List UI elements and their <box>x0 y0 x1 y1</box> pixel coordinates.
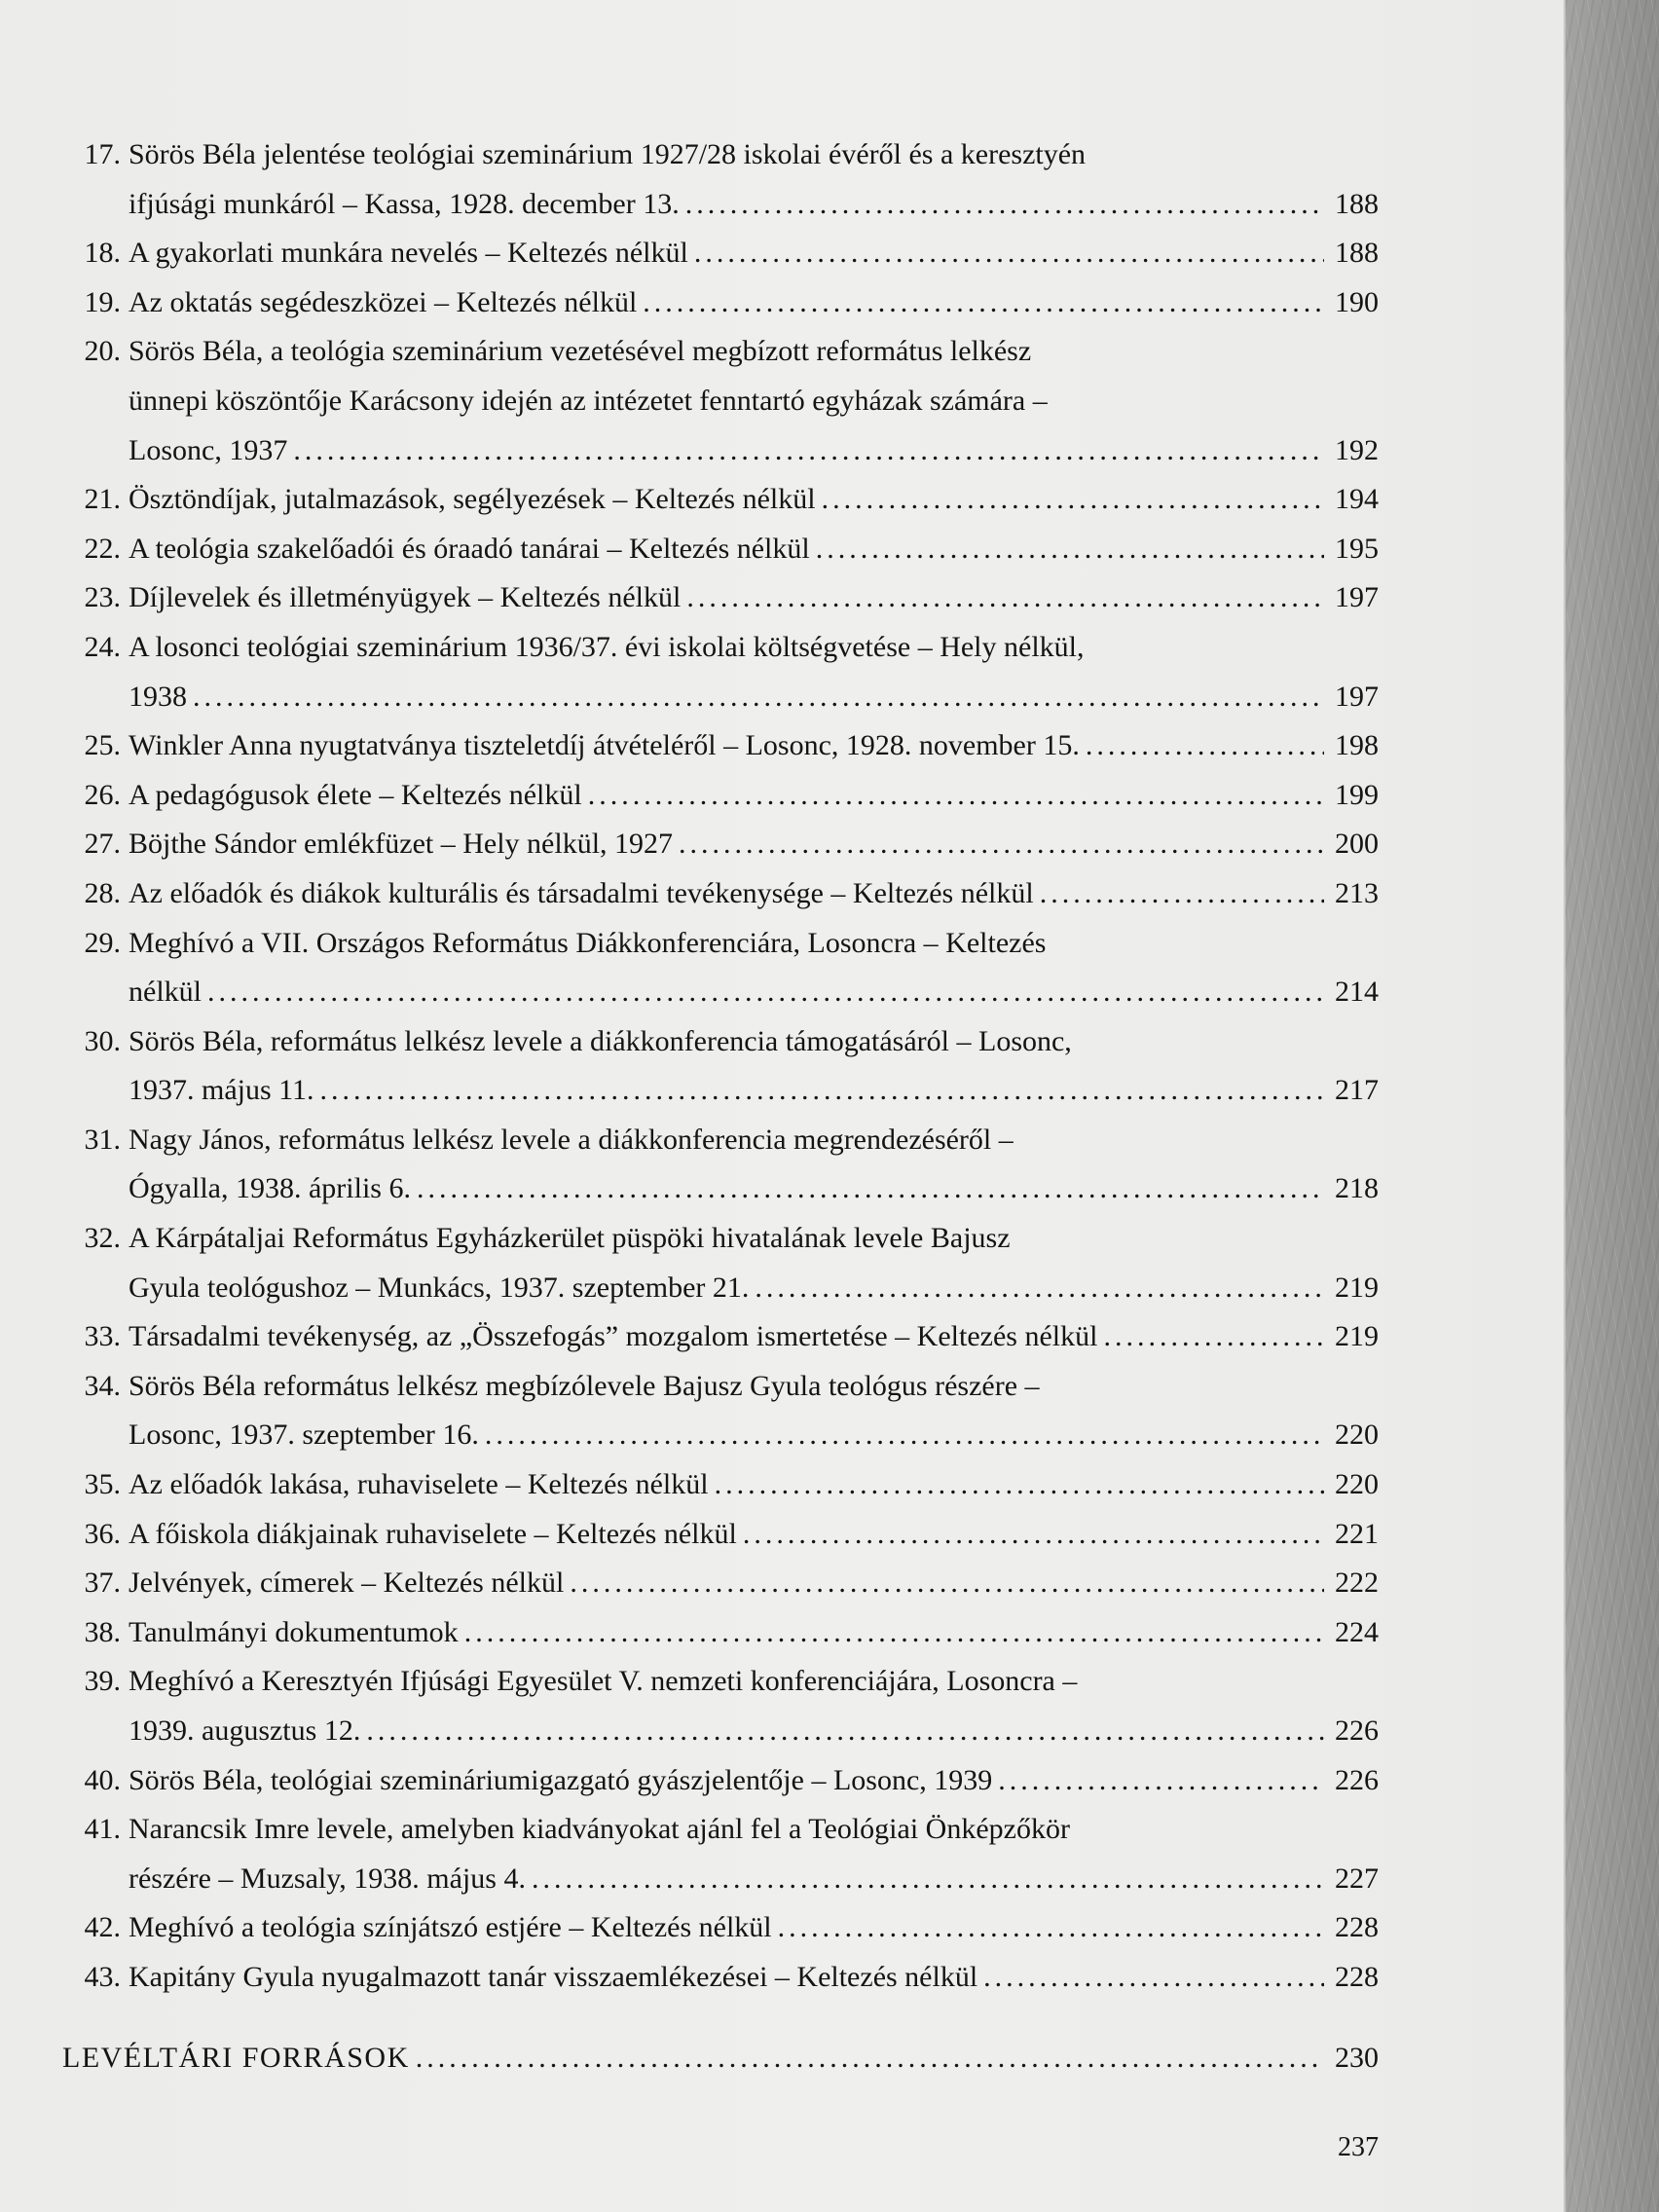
toc-entry <box>66 1214 1379 1312</box>
entry-title-text: Díjlevelek és illetményügyek – Keltezés nélkül <box>129 581 682 614</box>
entry-title-text: 1937. május 11. <box>129 1074 314 1107</box>
entry-page-number: 197 <box>1335 581 1379 614</box>
page-number: 237 <box>1338 2132 1379 2162</box>
toc-entry <box>66 229 1379 278</box>
entry-number: 25. <box>84 729 121 762</box>
entry-page-number: 222 <box>1335 1567 1379 1600</box>
book-spine-edge <box>1564 0 1659 2212</box>
table-of-contents <box>62 130 1379 2083</box>
section-page-number: 230 <box>1335 2041 1379 2074</box>
dot-leader <box>743 1510 1324 1560</box>
entry-number: 40. <box>84 1763 121 1796</box>
entry-page-number: 188 <box>1335 237 1379 270</box>
entry-page-number: 220 <box>1335 1468 1379 1501</box>
entry-number: 17. <box>84 138 121 170</box>
entry-line <box>129 1608 1379 1658</box>
toc-entry <box>66 573 1379 623</box>
entry-title-text: Meghívó a teológia színjátszó estjére – Keltezés nélkül <box>129 1911 772 1944</box>
entry-line <box>129 1510 1379 1560</box>
entry-number: 33. <box>84 1320 121 1353</box>
entry-title-text: részére – Muzsaly, 1938. május 4. <box>129 1862 526 1895</box>
dot-leader <box>643 278 1324 328</box>
entry-title-text: Kapitány Gyula nyugalmazott tanár visszaemlékezései – Keltezés nélkül <box>129 1960 978 1993</box>
entry-body <box>123 327 1379 475</box>
entry-body <box>123 1362 1379 1460</box>
entry-page-number: 220 <box>1335 1419 1379 1452</box>
entry-body <box>123 1017 1379 1116</box>
entry-body <box>123 525 1379 574</box>
entry-number: 24. <box>84 630 121 663</box>
entry-number: 22. <box>84 532 121 565</box>
entry-line <box>129 1903 1379 1953</box>
entry-body <box>123 721 1379 771</box>
entry-title-text: Losonc, 1937 <box>129 433 288 466</box>
entry-number: 26. <box>84 778 121 811</box>
entry-title-text: A gyakorlati munkára nevelés – Keltezés nélkül <box>129 237 688 270</box>
entry-body <box>123 1460 1379 1510</box>
toc-entry <box>66 869 1379 919</box>
entry-page-number: 219 <box>1335 1320 1379 1353</box>
toc-entry <box>66 525 1379 574</box>
entry-title-text: A Kárpátaljai Református Egyházkerület püspöki hivatalának levele Bajusz <box>129 1222 1011 1255</box>
entry-title-text: Sörös Béla jelentése teológiai szeminárium 1927/28 iskolai évéről és a keresztyén <box>129 138 1087 170</box>
entry-title-text: Narancsik Imre levele, amelyben kiadványokat ajánl fel a Teológiai Önképzőkör <box>129 1813 1070 1846</box>
entry-line <box>129 1657 1379 1707</box>
toc-entry <box>66 1608 1379 1658</box>
dot-leader <box>588 771 1324 821</box>
entry-body <box>123 869 1379 919</box>
entry-title-text: Ösztöndíjak, jutalmazások, segélyezések – Keltezés nélkül <box>129 483 816 516</box>
entry-number: 42. <box>84 1911 121 1944</box>
toc-entry <box>66 1362 1379 1460</box>
toc-entry <box>66 1510 1379 1560</box>
entry-page-number: 217 <box>1335 1074 1379 1107</box>
entry-line <box>129 525 1379 574</box>
entry-number: 18. <box>84 237 121 270</box>
entry-line <box>129 919 1379 969</box>
entry-page-number: 228 <box>1335 1911 1379 1944</box>
entry-line <box>129 475 1379 525</box>
entry-title-text: Ógyalla, 1938. április 6. <box>129 1172 411 1205</box>
entry-line <box>129 1559 1379 1608</box>
entry-line <box>129 1066 1379 1116</box>
entry-line <box>129 1214 1379 1264</box>
dot-leader <box>816 525 1324 574</box>
entry-body <box>123 1805 1379 1903</box>
entry-line <box>129 1756 1379 1806</box>
entry-body <box>123 573 1379 623</box>
entry-body <box>123 623 1379 721</box>
entry-line <box>129 180 1379 230</box>
entry-line <box>129 278 1379 328</box>
entry-line <box>129 1805 1379 1855</box>
entry-line <box>129 1707 1379 1756</box>
entry-body <box>123 820 1379 869</box>
toc-entry <box>66 1460 1379 1510</box>
toc-entry <box>66 1017 1379 1116</box>
entry-number: 30. <box>84 1024 121 1057</box>
entry-title-text: Társadalmi tevékenység, az „Összefogás” mozgalom ismertetése – Keltezés nélkül <box>129 1320 1098 1353</box>
entry-title-text: Sörös Béla, teológiai szemináriumigazgató gyászjelentője – Losonc, 1939 <box>129 1763 993 1796</box>
dot-leader <box>416 2034 1324 2083</box>
entry-number: 19. <box>84 285 121 318</box>
entry-body <box>123 278 1379 328</box>
entry-number: 35. <box>84 1468 121 1501</box>
entry-line <box>129 573 1379 623</box>
entry-number: 21. <box>84 483 121 516</box>
entry-line <box>129 820 1379 869</box>
entry-number: 28. <box>84 876 121 909</box>
dot-leader <box>1103 1312 1324 1362</box>
toc-entry <box>66 771 1379 821</box>
entry-body <box>123 1510 1379 1560</box>
entry-page-number: 197 <box>1335 680 1379 713</box>
entry-line <box>129 377 1379 426</box>
entry-line <box>129 869 1379 919</box>
entry-title-text: Losonc, 1937. szeptember 16. <box>129 1419 479 1452</box>
dot-leader <box>320 1066 1324 1116</box>
entry-line <box>129 130 1379 180</box>
entry-line <box>129 623 1379 673</box>
dot-leader <box>570 1559 1324 1608</box>
entry-number: 41. <box>84 1813 121 1846</box>
entry-title-text: Tanulmányi dokumentumok <box>129 1615 459 1648</box>
entry-title-text: Meghívó a Keresztyén Ifjúsági Egyesület V. nemzeti konferenciájára, Losoncra – <box>129 1665 1078 1698</box>
entry-title-text: Nagy János, református lelkész levele a diákkonferencia megrendezéséről – <box>129 1123 1014 1156</box>
section-title: LEVÉLTÁRI FORRÁSOK <box>62 2041 410 2074</box>
entry-line <box>129 426 1379 476</box>
dot-leader <box>694 229 1324 278</box>
toc-entry <box>66 1953 1379 2003</box>
toc-entry <box>66 1805 1379 1903</box>
entry-number: 27. <box>84 828 121 861</box>
toc-entry <box>66 1312 1379 1362</box>
entry-page-number: 199 <box>1335 778 1379 811</box>
entry-page-number: 218 <box>1335 1172 1379 1205</box>
entry-line <box>129 673 1379 722</box>
entry-title-text: nélkül <box>129 976 202 1009</box>
entry-title-text: A teológia szakelőadói és óraadó tanárai – Keltezés nélkül <box>129 532 810 565</box>
toc-entry <box>66 820 1379 869</box>
dot-leader <box>686 573 1324 623</box>
toc-entry <box>66 327 1379 475</box>
dot-leader <box>1086 721 1324 771</box>
entry-page-number: 214 <box>1335 976 1379 1009</box>
entry-number: 34. <box>84 1369 121 1402</box>
dot-leader <box>755 1264 1324 1313</box>
dot-leader <box>679 820 1324 869</box>
entry-page-number: 213 <box>1335 876 1379 909</box>
entry-body <box>123 229 1379 278</box>
entry-number: 37. <box>84 1567 121 1600</box>
entry-line <box>129 1460 1379 1510</box>
entry-title-text: 1939. augusztus 12. <box>129 1714 361 1747</box>
dot-leader <box>532 1855 1324 1904</box>
entry-body <box>123 1608 1379 1658</box>
dot-leader <box>778 1903 1324 1953</box>
entry-body <box>123 1312 1379 1362</box>
entry-title-text: A losonci teológiai szeminárium 1936/37. évi iskolai költségvetése – Hely nélkül, <box>129 630 1085 663</box>
dot-leader <box>685 180 1324 230</box>
entry-line <box>129 1116 1379 1165</box>
dot-leader <box>715 1460 1324 1510</box>
dot-leader <box>983 1953 1324 2003</box>
entry-body <box>123 919 1379 1017</box>
entry-number: 31. <box>84 1123 121 1156</box>
toc-entry <box>66 623 1379 721</box>
entry-line <box>129 1855 1379 1904</box>
entry-page-number: 224 <box>1335 1615 1379 1648</box>
entry-line <box>129 1164 1379 1214</box>
entry-title-text: Az előadók és diákok kulturális és társadalmi tevékenysége – Keltezés nélkül <box>129 876 1034 909</box>
entry-line <box>129 229 1379 278</box>
entry-line <box>129 1312 1379 1362</box>
entry-title-text: ifjúsági munkáról – Kassa, 1928. december 13. <box>129 187 680 220</box>
entry-title-text: Az előadók lakása, ruhaviselete – Keltezés nélkül <box>129 1468 709 1501</box>
entry-number: 38. <box>84 1615 121 1648</box>
entry-title-text: A főiskola diákjainak ruhaviselete – Keltezés nélkül <box>129 1517 737 1550</box>
section-heading <box>62 2034 1379 2083</box>
entry-body <box>123 1953 1379 2003</box>
entry-title-text: Sörös Béla, a teológia szeminárium vezetésével megbízott református lelkész <box>129 335 1032 368</box>
entry-line <box>129 1362 1379 1412</box>
dot-leader <box>485 1411 1324 1460</box>
toc-entry <box>66 721 1379 771</box>
entry-number: 32. <box>84 1222 121 1255</box>
dot-leader <box>998 1756 1324 1806</box>
entry-page-number: 195 <box>1335 532 1379 565</box>
dot-leader <box>464 1608 1324 1658</box>
entry-body <box>123 475 1379 525</box>
entry-body <box>123 1214 1379 1312</box>
entry-page-number: 226 <box>1335 1763 1379 1796</box>
entry-line <box>129 1411 1379 1460</box>
entry-title-text: Sörös Béla, református lelkész levele a diákkonferencia támogatásáról – Losonc, <box>129 1024 1072 1057</box>
toc-entry <box>66 1756 1379 1806</box>
entry-line <box>129 968 1379 1017</box>
dot-leader <box>366 1707 1324 1756</box>
dot-leader <box>293 426 1324 476</box>
entry-page-number: 190 <box>1335 285 1379 318</box>
toc-entry <box>66 1116 1379 1214</box>
toc-entry <box>66 278 1379 328</box>
entry-number: 20. <box>84 335 121 368</box>
toc-entry <box>66 1657 1379 1755</box>
entry-page-number: 188 <box>1335 187 1379 220</box>
entry-page-number: 228 <box>1335 1960 1379 1993</box>
entry-page-number: 192 <box>1335 433 1379 466</box>
toc-entry <box>66 130 1379 229</box>
dot-leader <box>1040 869 1324 919</box>
dot-leader <box>193 673 1324 722</box>
entry-page-number: 221 <box>1335 1517 1379 1550</box>
entry-title-text: Sörös Béla református lelkész megbízólevele Bajusz Gyula teológus részére – <box>129 1369 1040 1402</box>
entry-title-text: Meghívó a VII. Országos Református Diákkonferenciára, Losoncra – Keltezés <box>129 926 1047 959</box>
entry-line <box>129 327 1379 377</box>
entry-page-number: 194 <box>1335 483 1379 516</box>
entry-number: 43. <box>84 1960 121 1993</box>
entry-page-number: 226 <box>1335 1714 1379 1747</box>
entry-body <box>123 1756 1379 1806</box>
section-line <box>62 2034 1379 2083</box>
entry-title-text: Az oktatás segédeszközei – Keltezés nélkül <box>129 285 638 318</box>
entry-number: 39. <box>84 1665 121 1698</box>
entry-line <box>129 721 1379 771</box>
entry-title-text: ünnepi köszöntője Karácsony idején az intézetet fenntartó egyházak számára – <box>129 384 1048 417</box>
entry-page-number: 227 <box>1335 1862 1379 1895</box>
entry-title-text: 1938 <box>129 680 187 713</box>
entry-page-number: 200 <box>1335 828 1379 861</box>
entry-title-text: Böjthe Sándor emlékfüzet – Hely nélkül, 1927 <box>129 828 674 861</box>
dot-leader <box>417 1164 1324 1214</box>
entry-page-number: 198 <box>1335 729 1379 762</box>
dot-leader <box>207 968 1324 1017</box>
entry-line <box>129 1953 1379 2003</box>
toc-entry <box>66 1903 1379 1953</box>
entry-body <box>123 1657 1379 1755</box>
entry-title-text: A pedagógusok élete – Keltezés nélkül <box>129 778 582 811</box>
entry-number: 23. <box>84 581 121 614</box>
entry-body <box>123 130 1379 229</box>
entry-title-text: Gyula teológushoz – Munkács, 1937. szeptember 21. <box>129 1271 750 1304</box>
toc-entry <box>66 1559 1379 1608</box>
entry-line <box>129 771 1379 821</box>
entry-body <box>123 1903 1379 1953</box>
entry-line <box>129 1264 1379 1313</box>
toc-entry <box>66 475 1379 525</box>
entry-title-text: Jelvények, címerek – Keltezés nélkül <box>129 1567 565 1600</box>
entry-line <box>129 1017 1379 1067</box>
dot-leader <box>822 475 1324 525</box>
entry-title-text: Winkler Anna nyugtatványa tiszteletdíj átvételéről – Losonc, 1928. november 15. <box>129 729 1080 762</box>
toc-entry <box>66 919 1379 1017</box>
entry-body <box>123 1116 1379 1214</box>
entry-body <box>123 1559 1379 1608</box>
entry-number: 29. <box>84 926 121 959</box>
entry-page-number: 219 <box>1335 1271 1379 1304</box>
entry-number: 36. <box>84 1517 121 1550</box>
entry-body <box>123 771 1379 821</box>
